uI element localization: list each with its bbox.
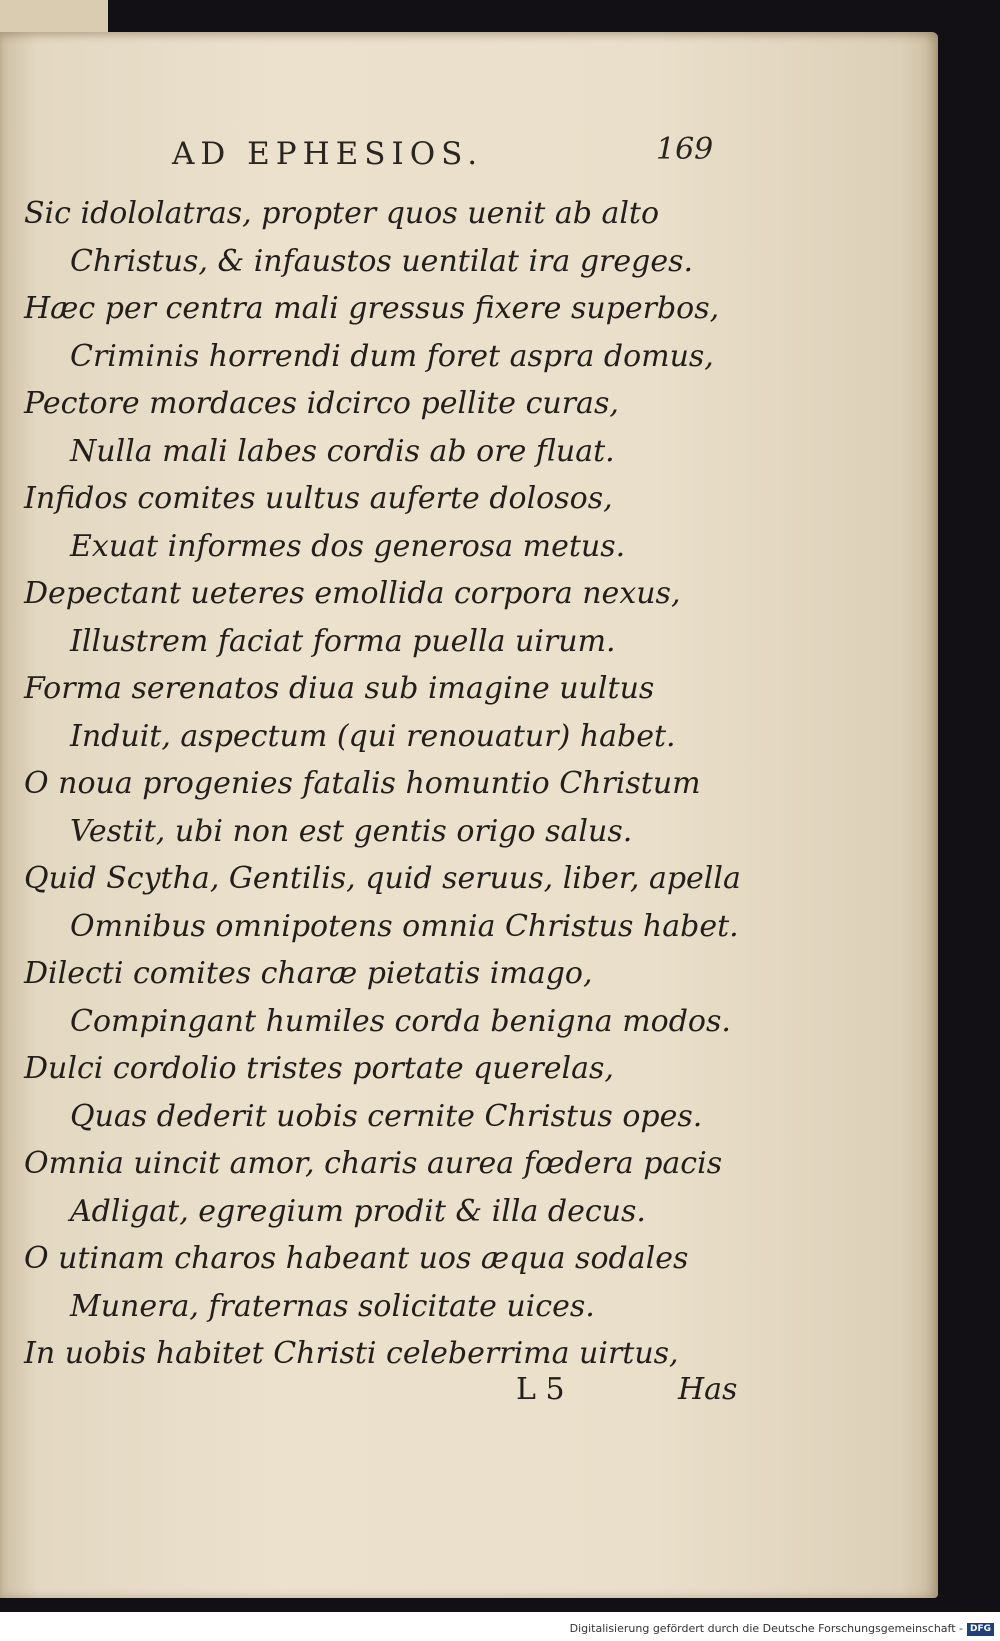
verse-line: O utinam charos habeant uos æqua sodales [24, 1241, 689, 1276]
verse-line: Omnia uincit amor, charis aurea fœdera pacis [24, 1146, 723, 1181]
running-head-title: AD EPHESIOS. [172, 136, 484, 172]
running-head [0, 132, 938, 182]
verse-line: Quas dederit uobis cernite Christus opes. [70, 1098, 703, 1134]
verse-list [0, 190, 938, 1378]
page-number: 169 [656, 132, 714, 167]
verse-line: Omnibus omnipotens omnia Christus habet. [70, 908, 739, 944]
verse-line: Pectore mordaces idcirco pellite curas, [24, 386, 619, 421]
page-tab [0, 0, 108, 36]
verse-line: O noua progenies fatalis homuntio Christum [24, 766, 701, 801]
verse-line: Exuat informes dos generosa metus. [70, 528, 626, 564]
verse-line: Forma serenatos diua sub imagine uultus [24, 671, 655, 706]
verse-line: Christus, & infaustos uentilat ira greges. [70, 243, 694, 279]
verse-line: Infidos comites uultus auferte dolosos, [24, 481, 613, 516]
verse-line: In uobis habitet Christi celeberrima uirtus, [24, 1336, 679, 1371]
catchword: Has [678, 1372, 738, 1407]
page-footer [0, 1372, 938, 1422]
verse-line: Nulla mali labes cordis ab ore fluat. [70, 433, 615, 469]
verse-line: Hæc per centra mali gressus fixere superbos, [24, 291, 720, 326]
verse-line: Induit, aspectum (qui renouatur) habet. [70, 718, 676, 754]
verse-line: Vestit, ubi non est gentis origo salus. [70, 813, 633, 849]
verse-line: Compingant humiles corda benigna modos. [70, 1003, 731, 1039]
credit-text: Digitalisierung gefördert durch die Deutsche Forschungsgemeinschaft - [569, 1622, 963, 1635]
signature-mark: L 5 [516, 1372, 565, 1407]
book-page [0, 32, 938, 1598]
verse-line: Sic idololatras, propter quos uenit ab alto [24, 196, 660, 231]
verse-line: Adligat, egregium prodit & illa decus. [70, 1193, 646, 1229]
dfg-logo: DFG [967, 1623, 994, 1636]
verse-line: Munera, fraternas solicitate uices. [70, 1288, 595, 1324]
verse-line: Quid Scytha, Gentilis, quid seruus, liber, apella [24, 861, 741, 896]
verse-line: Criminis horrendi dum foret aspra domus, [70, 338, 714, 374]
verse-line: Dilecti comites charæ pietatis imago, [24, 956, 593, 991]
digitization-credit [570, 1619, 994, 1639]
verse-line: Depectant ueteres emollida corpora nexus, [24, 576, 681, 611]
verse-line: Dulci cordolio tristes portate querelas, [24, 1051, 614, 1086]
verse-line: Illustrem faciat forma puella uirum. [70, 623, 616, 659]
